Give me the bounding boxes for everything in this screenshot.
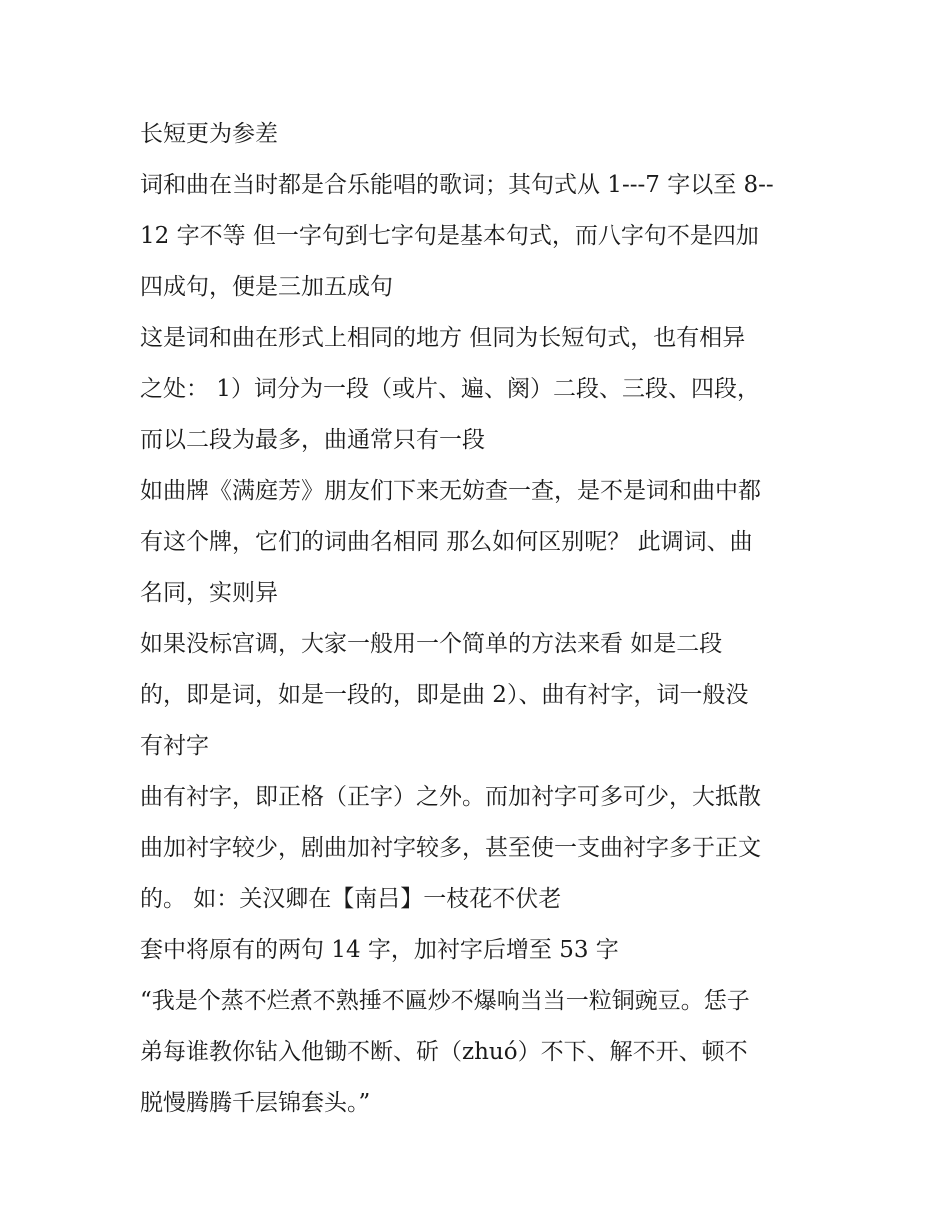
text-line: 如曲牌《满庭芳》朋友们下来无妨查一查，是不是词和曲中都: [140, 478, 761, 504]
text-line: 四成句，便是三加五成句: [140, 274, 393, 300]
text-line: 词和曲在当时都是合乐能唱的歌词；其句式从 1---7 字以至 8--: [140, 172, 774, 198]
text-line: 的，即是词，如是一段的，即是曲 2）、曲有衬字，词一般没: [140, 682, 749, 708]
document-body: [140, 109, 830, 1129]
text-line: 脱慢腾腾千层锦套头。”: [140, 1090, 371, 1116]
text-line: 曲加衬字较少，剧曲加衬字较多，甚至使一支曲衬字多于正文: [140, 835, 761, 861]
text-line: 的。 如：关汉卿在【南吕】一枝花不伏老: [140, 886, 562, 912]
text-line: 弟每谁教你钻入他锄不断、斫（zhuó）不下、解不开、顿不: [140, 1039, 748, 1065]
text-line: 如果没标宫调，大家一般用一个简单的方法来看 如是二段: [140, 631, 723, 657]
text-line: 长短更为参差: [140, 121, 278, 147]
text-line: 名同，实则异: [140, 580, 278, 606]
text-line: 曲有衬字，即正格（正字）之外。而加衬字可多可少，大抵散: [140, 784, 761, 810]
text-line: 之处： 1）词分为一段（或片、遍、阕）二段、三段、四段，: [140, 376, 760, 402]
text-line: “我是个蒸不烂煮不熟捶不匾炒不爆响当当一粒铜豌豆。恁子: [140, 988, 750, 1014]
text-line: 有衬字: [140, 733, 209, 759]
text-line: 有这个牌，它们的词曲名相同 那么如何区别呢？ 此调词、曲: [140, 529, 753, 555]
text-line: 套中将原有的两句 14 字，加衬字后增至 53 字: [140, 937, 619, 963]
text-line: 而以二段为最多，曲通常只有一段: [140, 427, 485, 453]
text-line: 这是词和曲在形式上相同的地方 但同为长短句式，也有相异: [140, 325, 746, 351]
text-line: 12 字不等 但一字句到七字句是基本句式，而八字句不是四加: [140, 223, 759, 249]
